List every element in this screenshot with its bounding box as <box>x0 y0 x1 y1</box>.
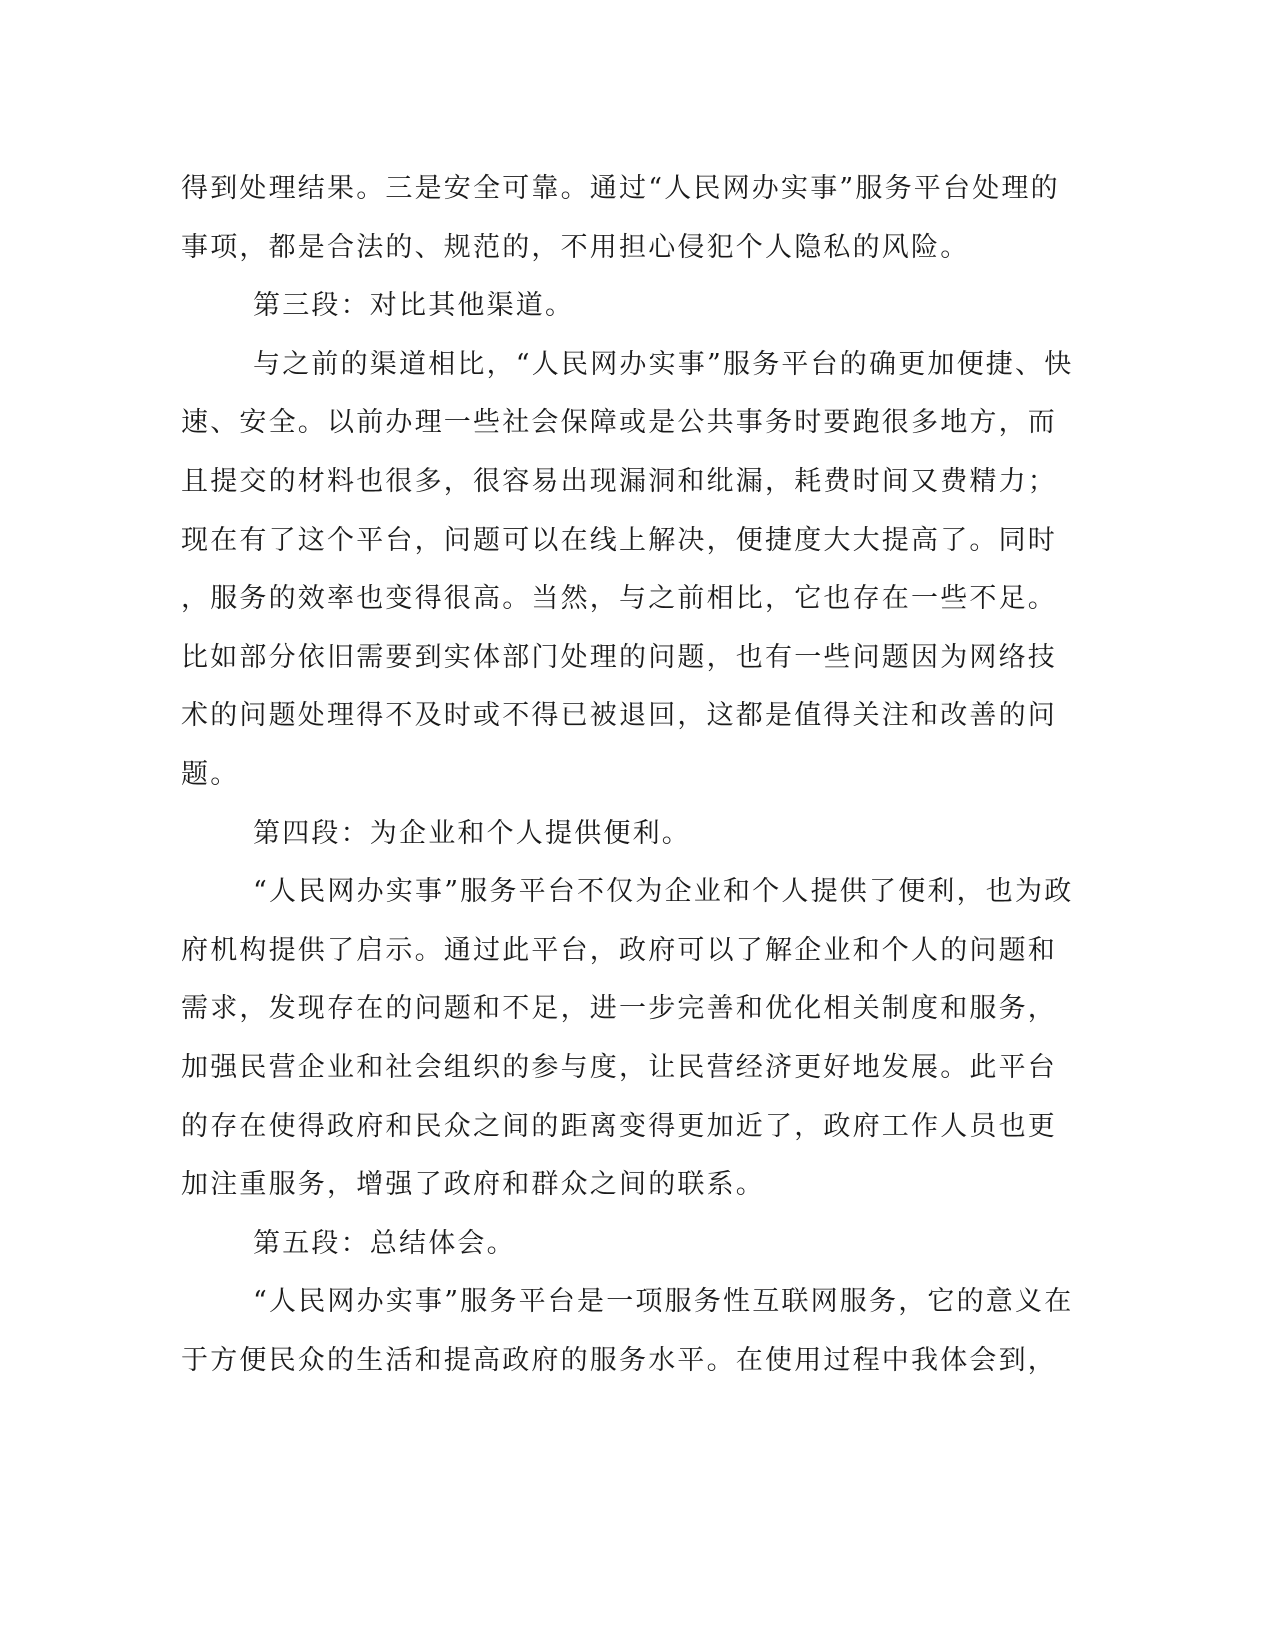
text-line: 需求，发现存在的问题和不足，进一步完善和优化相关制度和服务， <box>181 993 1057 1025</box>
text-line: ，服务的效率也变得很高。当然，与之前相比，它也存在一些不足。 <box>181 583 1057 615</box>
text-line: 且提交的材料也很多，很容易出现漏洞和纰漏，耗费时间又费精力； <box>181 465 1057 497</box>
text-line: 的存在使得政府和民众之间的距离变得更加近了，政府工作人员也更 <box>181 1110 1057 1142</box>
text-line: 得到处理结果。三是安全可靠。通过“人民网办实事”服务平台处理的 <box>181 173 1060 204</box>
text-line: 府机构提供了启示。通过此平台，政府可以了解企业和个人的问题和 <box>181 934 1057 966</box>
text-line: 现在有了这个平台，问题可以在线上解决，便捷度大大提高了。同时 <box>181 524 1057 556</box>
text-line: 加强民营企业和社会组织的参与度，让民营经济更好地发展。此平台 <box>181 1051 1057 1083</box>
text-line: 题。 <box>181 758 240 790</box>
section-heading: 第四段：为企业和个人提供便利。 <box>253 817 691 849</box>
text-line: “人民网办实事”服务平台是一项服务性互联网服务，它的意义在 <box>253 1286 1074 1318</box>
text-line: 比如部分依旧需要到实体部门处理的问题，也有一些问题因为网络技 <box>181 641 1057 673</box>
text-line: 于方便民众的生活和提高政府的服务水平。在使用过程中我体会到， <box>181 1344 1057 1376</box>
section-heading: 第五段：总结体会。 <box>253 1227 516 1259</box>
document-body <box>181 160 1074 1390</box>
text-line: 与之前的渠道相比，“人民网办实事”服务平台的确更加便捷、快 <box>253 348 1074 380</box>
text-line: 速、安全。以前办理一些社会保障或是公共事务时要跑很多地方，而 <box>181 407 1057 439</box>
text-line: 加注重服务，增强了政府和群众之间的联系。 <box>181 1169 765 1201</box>
text-line: 事项，都是合法的、规范的，不用担心侵犯个人隐私的风险。 <box>181 231 970 263</box>
text-line: “人民网办实事”服务平台不仅为企业和个人提供了便利，也为政 <box>253 876 1074 908</box>
text-line: 术的问题处理得不及时或不得已被退回，这都是值得关注和改善的问 <box>181 700 1057 732</box>
section-heading: 第三段：对比其他渠道。 <box>253 290 575 322</box>
